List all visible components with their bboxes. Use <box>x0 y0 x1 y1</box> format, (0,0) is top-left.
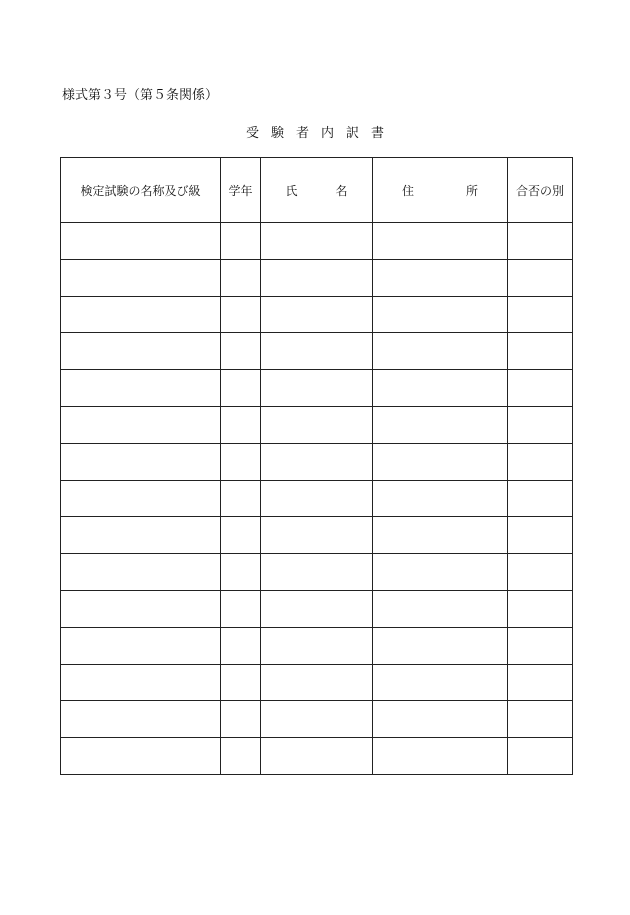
address-cell[interactable] <box>373 627 508 664</box>
header-grade: 学年 <box>221 158 261 223</box>
table-row <box>61 627 573 664</box>
exam-name-cell[interactable] <box>61 701 221 738</box>
pass-fail-cell[interactable] <box>508 701 573 738</box>
grade-cell[interactable] <box>221 517 261 554</box>
table-row <box>61 664 573 701</box>
exam-name-cell[interactable] <box>61 296 221 333</box>
table-row <box>61 517 573 554</box>
address-cell[interactable] <box>373 406 508 443</box>
pass-fail-cell[interactable] <box>508 370 573 407</box>
title-char: 受 <box>245 126 259 141</box>
name-cell[interactable] <box>261 223 373 260</box>
header-address-char: 住 <box>401 183 414 198</box>
address-cell[interactable] <box>373 517 508 554</box>
pass-fail-cell[interactable] <box>508 480 573 517</box>
address-cell[interactable] <box>373 259 508 296</box>
exam-name-cell[interactable] <box>61 517 221 554</box>
table-row <box>61 701 573 738</box>
title-char: 訳 <box>346 126 360 141</box>
grade-cell[interactable] <box>221 443 261 480</box>
header-address-char: 所 <box>466 183 479 198</box>
grade-cell[interactable] <box>221 223 261 260</box>
pass-fail-cell[interactable] <box>508 590 573 627</box>
name-cell[interactable] <box>261 406 373 443</box>
header-pass-fail: 合否の別 <box>508 158 573 223</box>
table-body <box>61 223 573 775</box>
table-row <box>61 223 573 260</box>
pass-fail-cell[interactable] <box>508 296 573 333</box>
name-cell[interactable] <box>261 701 373 738</box>
grade-cell[interactable] <box>221 406 261 443</box>
title-char: 書 <box>371 126 385 141</box>
name-cell[interactable] <box>261 296 373 333</box>
table-row <box>61 590 573 627</box>
address-cell[interactable] <box>373 333 508 370</box>
name-cell[interactable] <box>261 370 373 407</box>
pass-fail-cell[interactable] <box>508 443 573 480</box>
title-char: 験 <box>270 126 284 141</box>
pass-fail-cell[interactable] <box>508 223 573 260</box>
exam-name-cell[interactable] <box>61 554 221 591</box>
form-number-label: 様式第３号（第５条関係） <box>62 88 219 103</box>
name-cell[interactable] <box>261 259 373 296</box>
table-row <box>61 443 573 480</box>
table-row <box>61 554 573 591</box>
table-row <box>61 738 573 775</box>
document-title <box>0 122 630 141</box>
name-cell[interactable] <box>261 443 373 480</box>
name-cell[interactable] <box>261 333 373 370</box>
table-row <box>61 259 573 296</box>
exam-name-cell[interactable] <box>61 627 221 664</box>
grade-cell[interactable] <box>221 554 261 591</box>
title-char: 内 <box>321 126 335 141</box>
exam-name-cell[interactable] <box>61 664 221 701</box>
header-exam-name: 検定試験の名称及び級 <box>61 158 221 223</box>
exam-name-cell[interactable] <box>61 223 221 260</box>
grade-cell[interactable] <box>221 590 261 627</box>
name-cell[interactable] <box>261 738 373 775</box>
address-cell[interactable] <box>373 554 508 591</box>
table-row <box>61 296 573 333</box>
name-cell[interactable] <box>261 590 373 627</box>
name-cell[interactable] <box>261 480 373 517</box>
address-cell[interactable] <box>373 443 508 480</box>
grade-cell[interactable] <box>221 738 261 775</box>
address-cell[interactable] <box>373 370 508 407</box>
pass-fail-cell[interactable] <box>508 406 573 443</box>
table-row <box>61 333 573 370</box>
exam-name-cell[interactable] <box>61 480 221 517</box>
exam-name-cell[interactable] <box>61 590 221 627</box>
name-cell[interactable] <box>261 627 373 664</box>
pass-fail-cell[interactable] <box>508 517 573 554</box>
grade-cell[interactable] <box>221 664 261 701</box>
address-cell[interactable] <box>373 590 508 627</box>
pass-fail-cell[interactable] <box>508 259 573 296</box>
address-cell[interactable] <box>373 664 508 701</box>
grade-cell[interactable] <box>221 333 261 370</box>
exam-name-cell[interactable] <box>61 259 221 296</box>
exam-name-cell[interactable] <box>61 738 221 775</box>
grade-cell[interactable] <box>221 296 261 333</box>
address-cell[interactable] <box>373 738 508 775</box>
examinee-table <box>60 157 573 775</box>
title-char: 者 <box>295 126 309 141</box>
header-name <box>261 158 373 223</box>
grade-cell[interactable] <box>221 627 261 664</box>
grade-cell[interactable] <box>221 259 261 296</box>
pass-fail-cell[interactable] <box>508 664 573 701</box>
address-cell[interactable] <box>373 701 508 738</box>
table-row <box>61 370 573 407</box>
header-name-char: 名 <box>335 183 348 198</box>
exam-name-cell[interactable] <box>61 406 221 443</box>
name-cell[interactable] <box>261 554 373 591</box>
grade-cell[interactable] <box>221 480 261 517</box>
grade-cell[interactable] <box>221 370 261 407</box>
pass-fail-cell[interactable] <box>508 627 573 664</box>
pass-fail-cell[interactable] <box>508 554 573 591</box>
grade-cell[interactable] <box>221 701 261 738</box>
table-row <box>61 480 573 517</box>
exam-name-cell[interactable] <box>61 333 221 370</box>
pass-fail-cell[interactable] <box>508 333 573 370</box>
header-address <box>373 158 508 223</box>
address-cell[interactable] <box>373 296 508 333</box>
header-name-char: 氏 <box>285 183 298 198</box>
table-header-row <box>61 158 573 223</box>
table-row <box>61 406 573 443</box>
name-cell[interactable] <box>261 664 373 701</box>
exam-name-cell[interactable] <box>61 370 221 407</box>
address-cell[interactable] <box>373 480 508 517</box>
name-cell[interactable] <box>261 517 373 554</box>
exam-name-cell[interactable] <box>61 443 221 480</box>
pass-fail-cell[interactable] <box>508 738 573 775</box>
address-cell[interactable] <box>373 223 508 260</box>
